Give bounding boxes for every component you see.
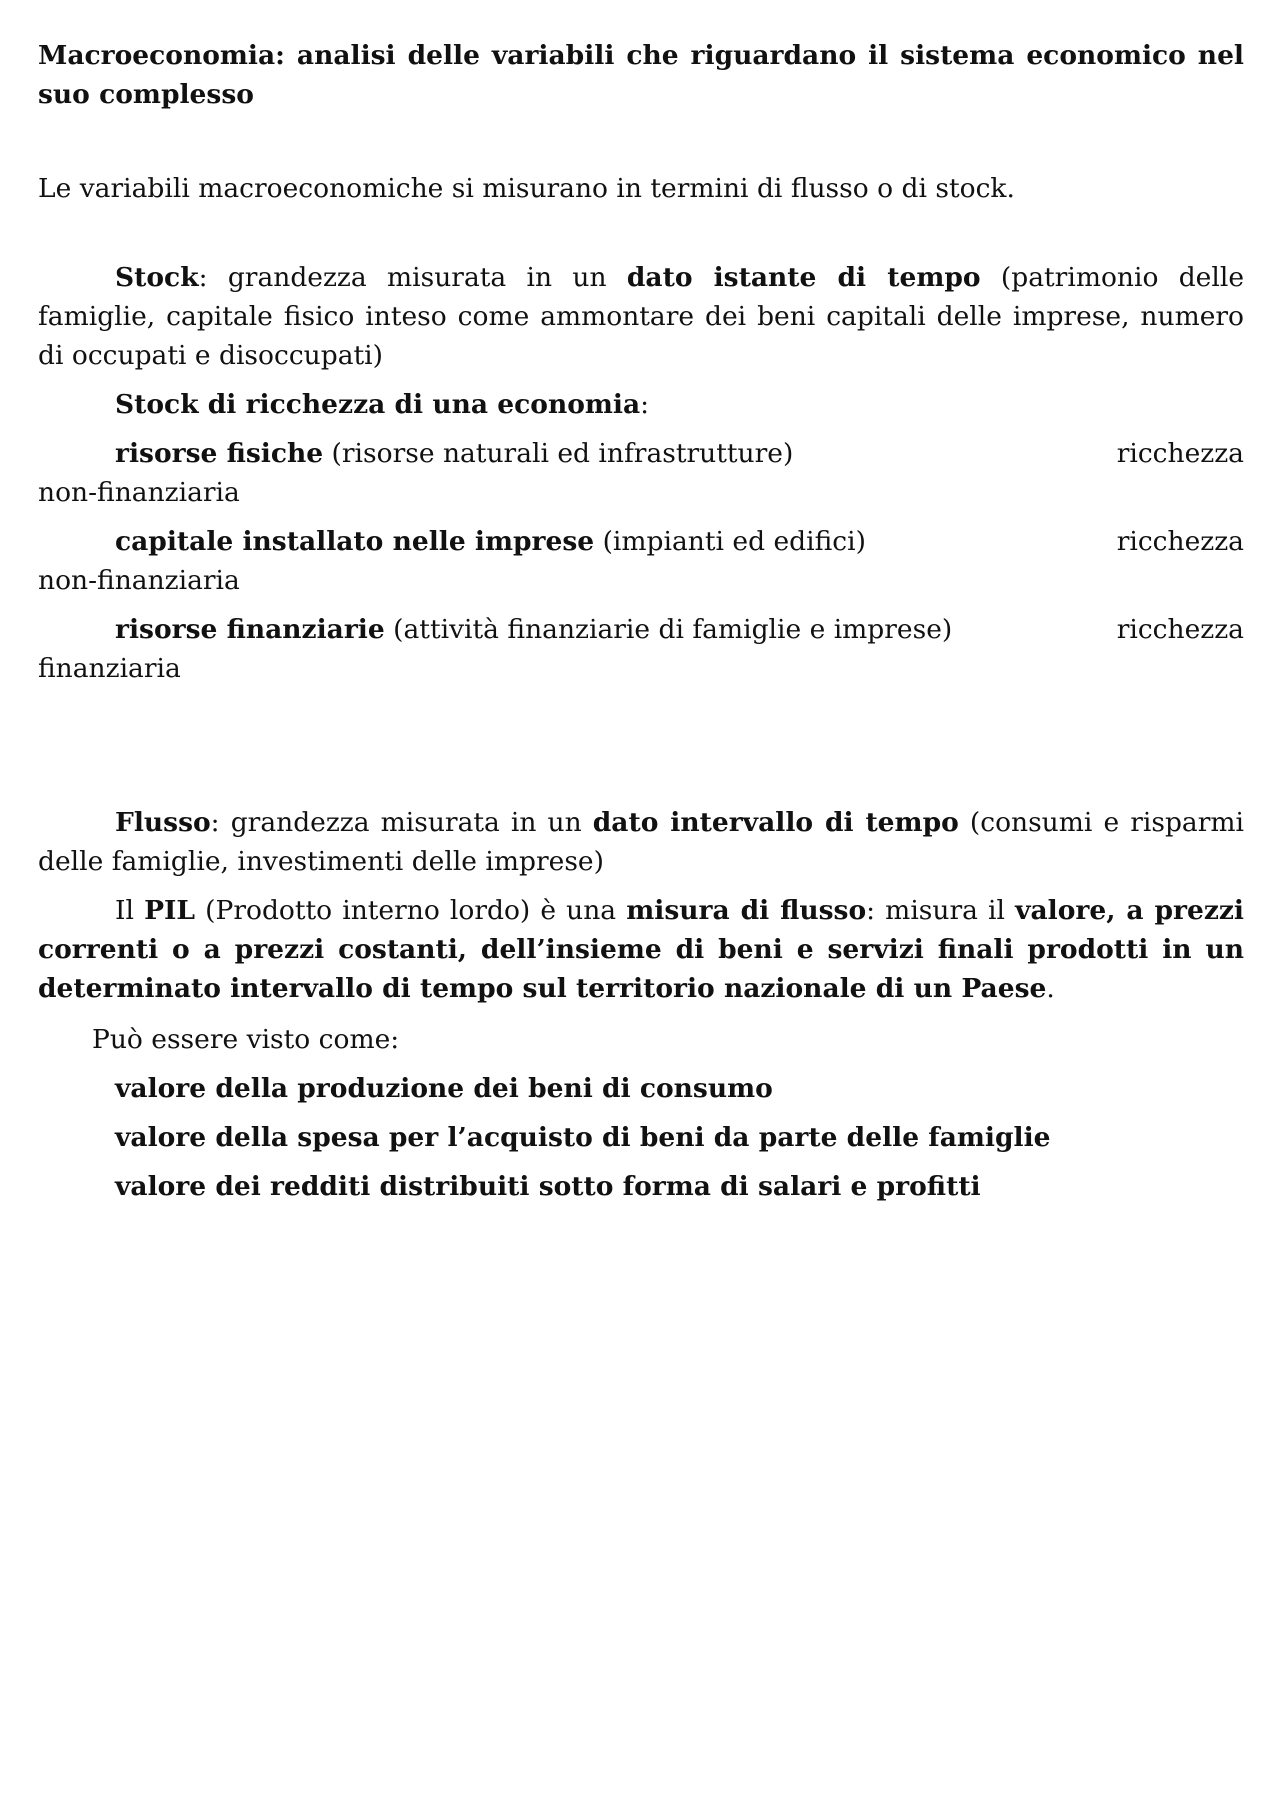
stock-term: Stock <box>115 262 199 293</box>
pil-end: . <box>1046 973 1055 1004</box>
resource-detail: (risorse naturali ed infrastrutture) <box>323 438 794 469</box>
flow-term: Flusso <box>115 807 211 838</box>
flow-definition <box>38 803 1244 881</box>
resource-name: risorse fisiche <box>115 438 324 469</box>
resource-detail: (impianti ed edifici) <box>594 526 866 557</box>
pil-text-1: Il <box>115 895 145 926</box>
pil-measure: misura di flusso <box>626 895 867 926</box>
stock-wealth-heading-text: Stock di ricchezza di una economia <box>115 389 641 420</box>
resource-kind-rest: finanziaria <box>38 653 181 684</box>
view-item: valore della produzione dei beni di consumo <box>115 1073 773 1104</box>
view-item: valore della spesa per l’acquisto di beni da parte delle famiglie <box>115 1122 1051 1153</box>
stock-colon: : <box>198 262 208 293</box>
intro-paragraph: Le variabili macroeconomiche si misurano in termini di flusso o di stock. <box>38 173 1015 204</box>
resource-item <box>38 522 1244 600</box>
resource-name: risorse finanziarie <box>115 614 385 645</box>
pil-abbr: PIL <box>144 895 196 926</box>
stock-text-1: grandezza misurata in un <box>207 262 627 293</box>
resource-kind-first: ricchezza <box>1116 614 1244 645</box>
page-title: Macroeconomia: analisi delle variabili che riguardano il sistema economico nel suo complesso <box>38 40 1244 110</box>
resource-item <box>38 610 1244 688</box>
flow-text-2: (consumi e risparmi delle famiglie, investimenti delle imprese) <box>38 807 1244 877</box>
pil-text-3: : misura il <box>866 895 1016 926</box>
stock-text-2: (patrimonio delle famiglie, capitale fisico inteso come ammontare dei beni capitali delle imprese, numero di occupati e disoccupati) <box>38 262 1244 371</box>
flow-colon: : <box>210 807 220 838</box>
stock-definition <box>38 258 1244 375</box>
stock-wealth-colon: : <box>640 389 650 420</box>
flow-text-1: grandezza misurata in un <box>219 807 593 838</box>
stock-wealth-heading <box>115 385 1244 424</box>
resource-name: capitale installato nelle imprese <box>115 526 595 557</box>
resource-kind-rest: non-finanziaria <box>38 565 240 596</box>
seen-as-line: Può essere visto come: <box>92 1024 400 1055</box>
resource-kind-first: ricchezza <box>1116 526 1244 557</box>
pil-definition <box>38 891 1244 1008</box>
pil-value-definition: valore, a prezzi correnti o a prezzi costanti, dell’insieme di beni e servizi finali prodotti in un determinato intervallo di tempo sul territorio nazionale di un Paese <box>38 895 1244 1004</box>
view-item: valore dei redditi distribuiti sotto forma di salari e profitti <box>115 1171 981 1202</box>
flow-emphasis: dato intervallo di tempo <box>592 807 959 838</box>
resource-detail: (attività finanziarie di famiglie e imprese) <box>384 614 953 645</box>
resource-item <box>38 434 1244 512</box>
pil-text-2: (Prodotto interno lordo) è una <box>195 895 627 926</box>
stock-emphasis: dato istante di tempo <box>626 262 981 293</box>
resource-kind-rest: non-finanziaria <box>38 477 240 508</box>
resource-kind-first: ricchezza <box>1116 438 1244 469</box>
